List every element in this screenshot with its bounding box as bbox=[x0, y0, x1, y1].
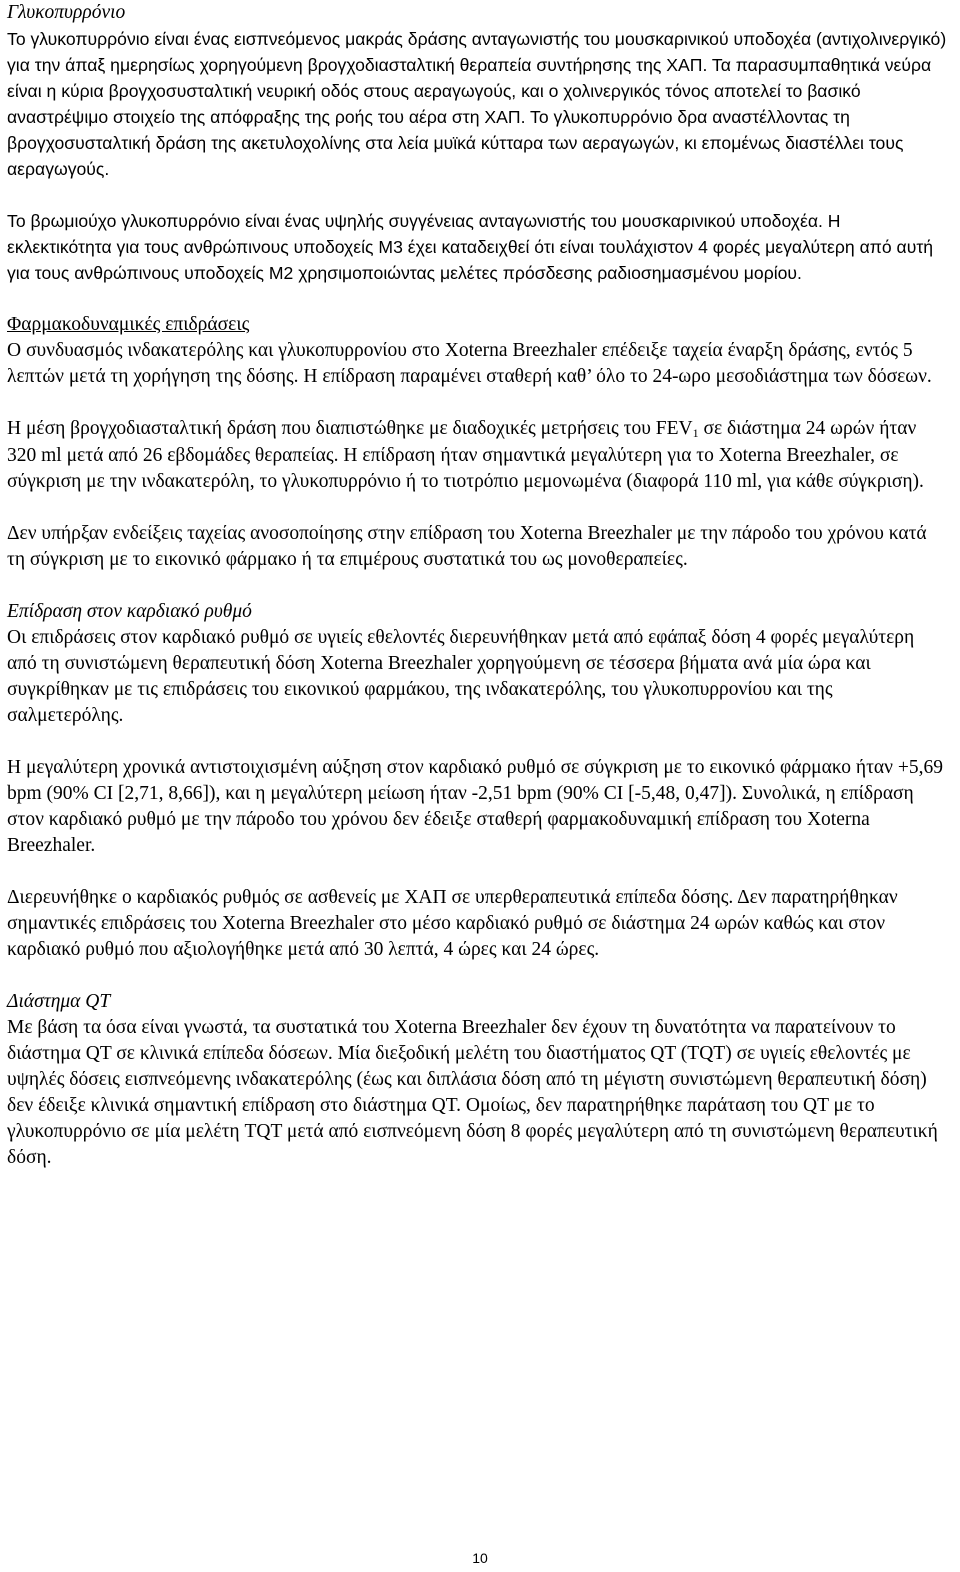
fev1-text-a: Η μέση βρογχοδιασταλτική δράση που διαπιστώθηκε με διαδοχικές μετρήσεις του FEV bbox=[7, 418, 693, 439]
paragraph-glycopyrronium-selectivity: Το βρωμιούχο γλυκοπυρρόνιο είναι ένας υψηλής συγγένειας ανταγωνιστής του μουσκαρινικού υποδοχέα. Η εκλεκτικότητα για τους ανθρώπινους υποδοχείς Μ3 έχει καταδειχθεί ότι είναι τουλάχιστον 4 φορές μεγαλύτερη από αυτή για τους ανθρώπινους υποδοχείς Μ2 χρησιμοποιώντας μελέτες πρόσδεσης ραδιοσημασμένου μορίου. bbox=[7, 211, 934, 283]
paragraph-tachyphylaxis: Δεν υπήρξαν ενδείξεις ταχείας ανοσοποίησης στην επίδραση του Xoterna Breezhaler με την πάροδο του χρόνου κατά τη σύγκριση με το εικονικό φάρμακο ή τα επιμέρους συστατικά του ως μονοθεραπείες. bbox=[7, 523, 927, 570]
section-title-heart-rate: Επίδραση στον καρδιακό ρυθμό bbox=[7, 601, 252, 622]
fev1-text-b: σε διάστημα 24 ωρών ήταν 320 ml μετά από 26 εβδομάδες θεραπείας. Η επίδραση ήταν σημαντικά μεγαλύτερη για το Xoterna Breezhaler, σε σύγκριση με την ινδακατερόλη, το γλυκοπυρρόνιο ή το τιοτρόπιο μεμονωμένα (διαφορά 110 ml, για κάθε σύγκριση). bbox=[7, 418, 924, 492]
paragraph-heart-rate-study: Οι επιδράσεις στον καρδιακό ρυθμό σε υγιείς εθελοντές διερευνήθηκαν μετά από εφάπαξ δόση 4 φορές μεγαλύτερη από τη συνιστώμενη θεραπευτική δόση Xoterna Breezhaler χορηγούμενη σε τέσσερα βήματα ανά μία ώρα και συγκρίθηκαν με τις επιδράσεις του εικονικού φαρμάκου, της ινδακατερόλης, του γλυκοπυρρονίου και της σαλμετερόλης. bbox=[7, 627, 915, 726]
paragraph-qt-interval: Με βάση τα όσα είναι γνωστά, τα συστατικά του Xoterna Breezhaler δεν έχουν τη δυνατότητα να παρατείνουν το διάστημα QT σε κλινικά επίπεδα δόσεων. Μία διεξοδική μελέτη του διαστήματος QT (TQT) σε υγιείς εθελοντές με υψηλές δόσεις εισπνεόμενης ινδακατερόλης (έως και διπλάσια δόση από τη μέγιστη συνιστώμενη θεραπευτική δόση) δεν έδειξε κλινικά σημαντική επίδραση στο διάστημα QT. Ομοίως, δεν παρατηρήθηκε παράταση του QT με το γλυκοπυρρόνιο σε μία μελέτη TQT μετά από εισπνεόμενη δόση 8 φορές μεγαλύτερη από τη συνιστώμενη θεραπευτική δόση. bbox=[7, 1017, 938, 1168]
document-page bbox=[7, 0, 947, 1171]
section-title-pharmacodynamics: Φαρμακοδυναμικές επιδράσεις bbox=[7, 314, 250, 335]
paragraph-fev1-effect bbox=[7, 416, 947, 495]
paragraph-onset: Ο συνδυασμός ινδακατερόλης και γλυκοπυρρονίου στο Xoterna Breezhaler επέδειξε ταχεία έναρξη δράσης, εντός 5 λεπτών μετά τη χορήγηση της δόσης. Η επίδραση παραμένει σταθερή καθ’ όλο το 24-ωρο μεσοδιάστημα των δόσεων. bbox=[7, 340, 932, 387]
paragraph-heart-rate-results: Η μεγαλύτερη χρονικά αντιστοιχισμένη αύξηση στον καρδιακό ρυθμό σε σύγκριση με το εικονικό φάρμακο ήταν +5,69 bpm (90% CI [2,71, 8,66]), και η μεγαλύτερη μείωση ήταν -2,51 bpm (90% CI [-5,48, 0,47]). Συνολικά, η επίδραση στον καρδιακό ρυθμό με την πάροδο του χρόνου δεν έδειξε σταθερή φαρμακοδυναμική επίδραση του Xoterna Breezhaler. bbox=[7, 757, 943, 856]
page-number: 10 bbox=[472, 1550, 488, 1566]
paragraph-glycopyrronium-mechanism: Το γλυκοπυρρόνιο είναι ένας εισπνεόμενος μακράς δράσης ανταγωνιστής του μουσκαρινικού υποδοχέα (αντιχολινεργικό) για την άπαξ ημερησίως χορηγούμενη βρογχοδιασταλτική θεραπεία συντήρησης της ΧΑΠ. Τα παρασυμπαθητικά νεύρα είναι η κύρια βρογχοσυσταλτική νευρική οδός στους αεραγωγούς, και ο χολινεργικός τόνος αποτελεί το βασικό αναστρέψιμο στοιχείο της απόφραξης της ροής του αέρα στη ΧΑΠ. Το γλυκοπυρρόνιο δρα αναστέλλοντας τη βρογχοσυσταλτική δράση της ακετυλοχολίνης στα λεία μυϊκά κύτταρα των αεραγωγών, κι επομένως διαστέλλει τους αεραγωγούς. bbox=[7, 29, 947, 179]
section-title-glycopyrronium: Γλυκοπυρρόνιο bbox=[7, 2, 126, 23]
paragraph-heart-rate-copd: Διερευνήθηκε ο καρδιακός ρυθμός σε ασθενείς με ΧΑΠ σε υπερθεραπευτικά επίπεδα δόσης. Δεν παρατηρήθηκαν σημαντικές επιδράσεις του Xoterna Breezhaler στο μέσο καρδιακό ρυθμό σε διάστημα 24 ωρών καθώς και στον καρδιακό ρυθμό που αξιολογήθηκε μετά από 30 λεπτά, 4 ώρες και 24 ώρες. bbox=[7, 887, 898, 960]
fev1-subscript: 1 bbox=[692, 426, 699, 440]
section-title-qt-interval: Διάστημα QT bbox=[7, 991, 111, 1012]
